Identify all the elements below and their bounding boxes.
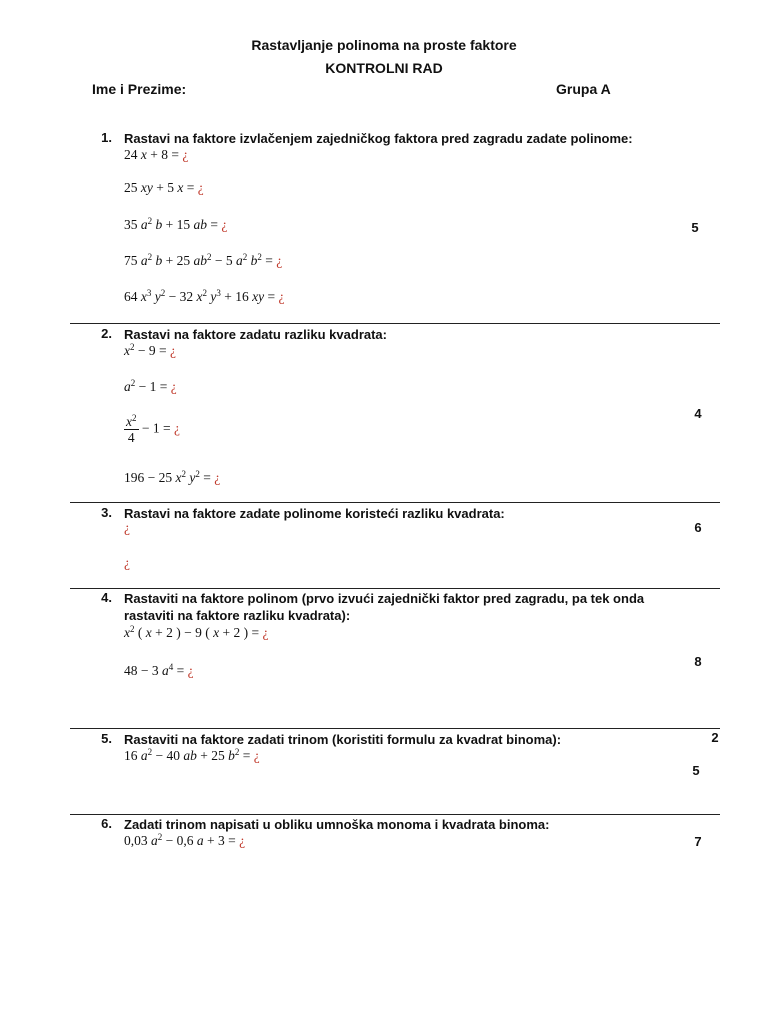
section-divider	[70, 323, 720, 324]
placeholder-glyph: ¿	[182, 147, 189, 162]
question-number: 6.	[101, 816, 112, 831]
placeholder-glyph: ¿	[124, 520, 130, 535]
math-expression: $\frac{x^2}{4}$ − 1 = ¿	[126, 413, 180, 445]
section-divider	[70, 814, 720, 815]
math-expression: $x^2$ ( x + 2 ) − 9 ( x + 2 ) = ¿	[124, 624, 269, 640]
document-subtitle: KONTROLNI RAD	[325, 60, 443, 76]
section-divider	[70, 588, 720, 589]
extra-mark: 2	[711, 730, 719, 745]
question-text: Rastaviti na faktore zadati trinom (koristiti formulu za kvadrat binoma):	[124, 732, 562, 747]
points-value: 7	[694, 834, 702, 849]
placeholder-glyph: ¿	[173, 420, 180, 436]
math-expression: $x^2 - 9$ = ¿	[124, 342, 176, 358]
math-expression: 16 $a^2 - 40$ ab + 25 $b^2$ = ¿	[124, 747, 260, 763]
section-divider	[70, 502, 720, 503]
math-expression: 75 $a^2$ b + 25 $ab^2 - 5$ $a^2$ $b^2$ = ¿	[124, 252, 283, 268]
placeholder-glyph: ¿	[124, 555, 130, 570]
points-value: 5	[691, 220, 699, 235]
section-divider	[70, 728, 720, 729]
math-expression: $a^2 - 1$ = ¿	[124, 378, 177, 394]
placeholder-glyph: ¿	[239, 833, 246, 848]
question-text: Rastavi na faktore izvlačenjem zajedničkog faktora pred zagradu zadate polinome:	[124, 131, 633, 146]
placeholder-glyph: ¿	[169, 343, 176, 358]
points-value: 4	[694, 406, 702, 421]
placeholder-glyph: ¿	[253, 748, 260, 763]
placeholder-glyph: ¿	[197, 180, 204, 195]
math-expression: 48 − 3 $a^4$ = ¿	[124, 662, 194, 678]
question-number: 1.	[101, 130, 112, 145]
math-expression: 35 $a^2$ b + 15 ab = ¿	[124, 216, 228, 232]
placeholder-glyph: ¿	[276, 253, 283, 268]
points-value: 6	[694, 520, 702, 535]
math-expression	[124, 520, 130, 536]
placeholder-glyph: ¿	[187, 663, 194, 678]
points-value: 5	[692, 763, 700, 778]
placeholder-glyph: ¿	[278, 289, 285, 304]
math-expression: 196 − 25 $x^2$ $y^2$ = ¿	[124, 469, 221, 485]
question-text: Rastaviti na faktore polinom (prvo izvući zajednički faktor pred zagradu, pa tek onda rastaviti na faktore razliku kvadrata):	[124, 591, 645, 623]
question-text: Rastavi na faktore zadatu razliku kvadrata:	[124, 327, 387, 342]
question-number: 3.	[101, 505, 112, 520]
question-number: 4.	[101, 590, 112, 605]
math-expression: 24 x + 8 = ¿	[124, 147, 189, 162]
group-label: Grupa A	[556, 81, 611, 97]
document-title: Rastavljanje polinoma na proste faktore	[251, 37, 517, 53]
question-text: Zadati trinom napisati u obliku umnoška monoma i kvadrata binoma:	[124, 817, 550, 832]
question-text: Rastavi na faktore zadate polinome koristeći razliku kvadrata:	[124, 506, 505, 521]
placeholder-glyph: ¿	[214, 470, 221, 485]
math-expression: 25 xy + 5 x = ¿	[124, 180, 204, 195]
name-label: Ime i Prezime:	[92, 81, 187, 97]
math-expression	[124, 555, 130, 571]
fraction: $\frac{x^2}{4}$	[126, 413, 137, 445]
placeholder-glyph: ¿	[221, 217, 228, 232]
math-expression: 0,03 $a^2 - 0,6$ a + 3 = ¿	[124, 832, 246, 848]
math-expression: 64 $x^3$ $y^2 - 32$ $x^2$ $y^3 + 16$ xy = ¿	[124, 288, 285, 304]
points-value: 8	[694, 654, 702, 669]
placeholder-glyph: ¿	[170, 379, 177, 394]
question-number: 5.	[101, 731, 112, 746]
placeholder-glyph: ¿	[262, 625, 269, 640]
question-number: 2.	[101, 326, 112, 341]
